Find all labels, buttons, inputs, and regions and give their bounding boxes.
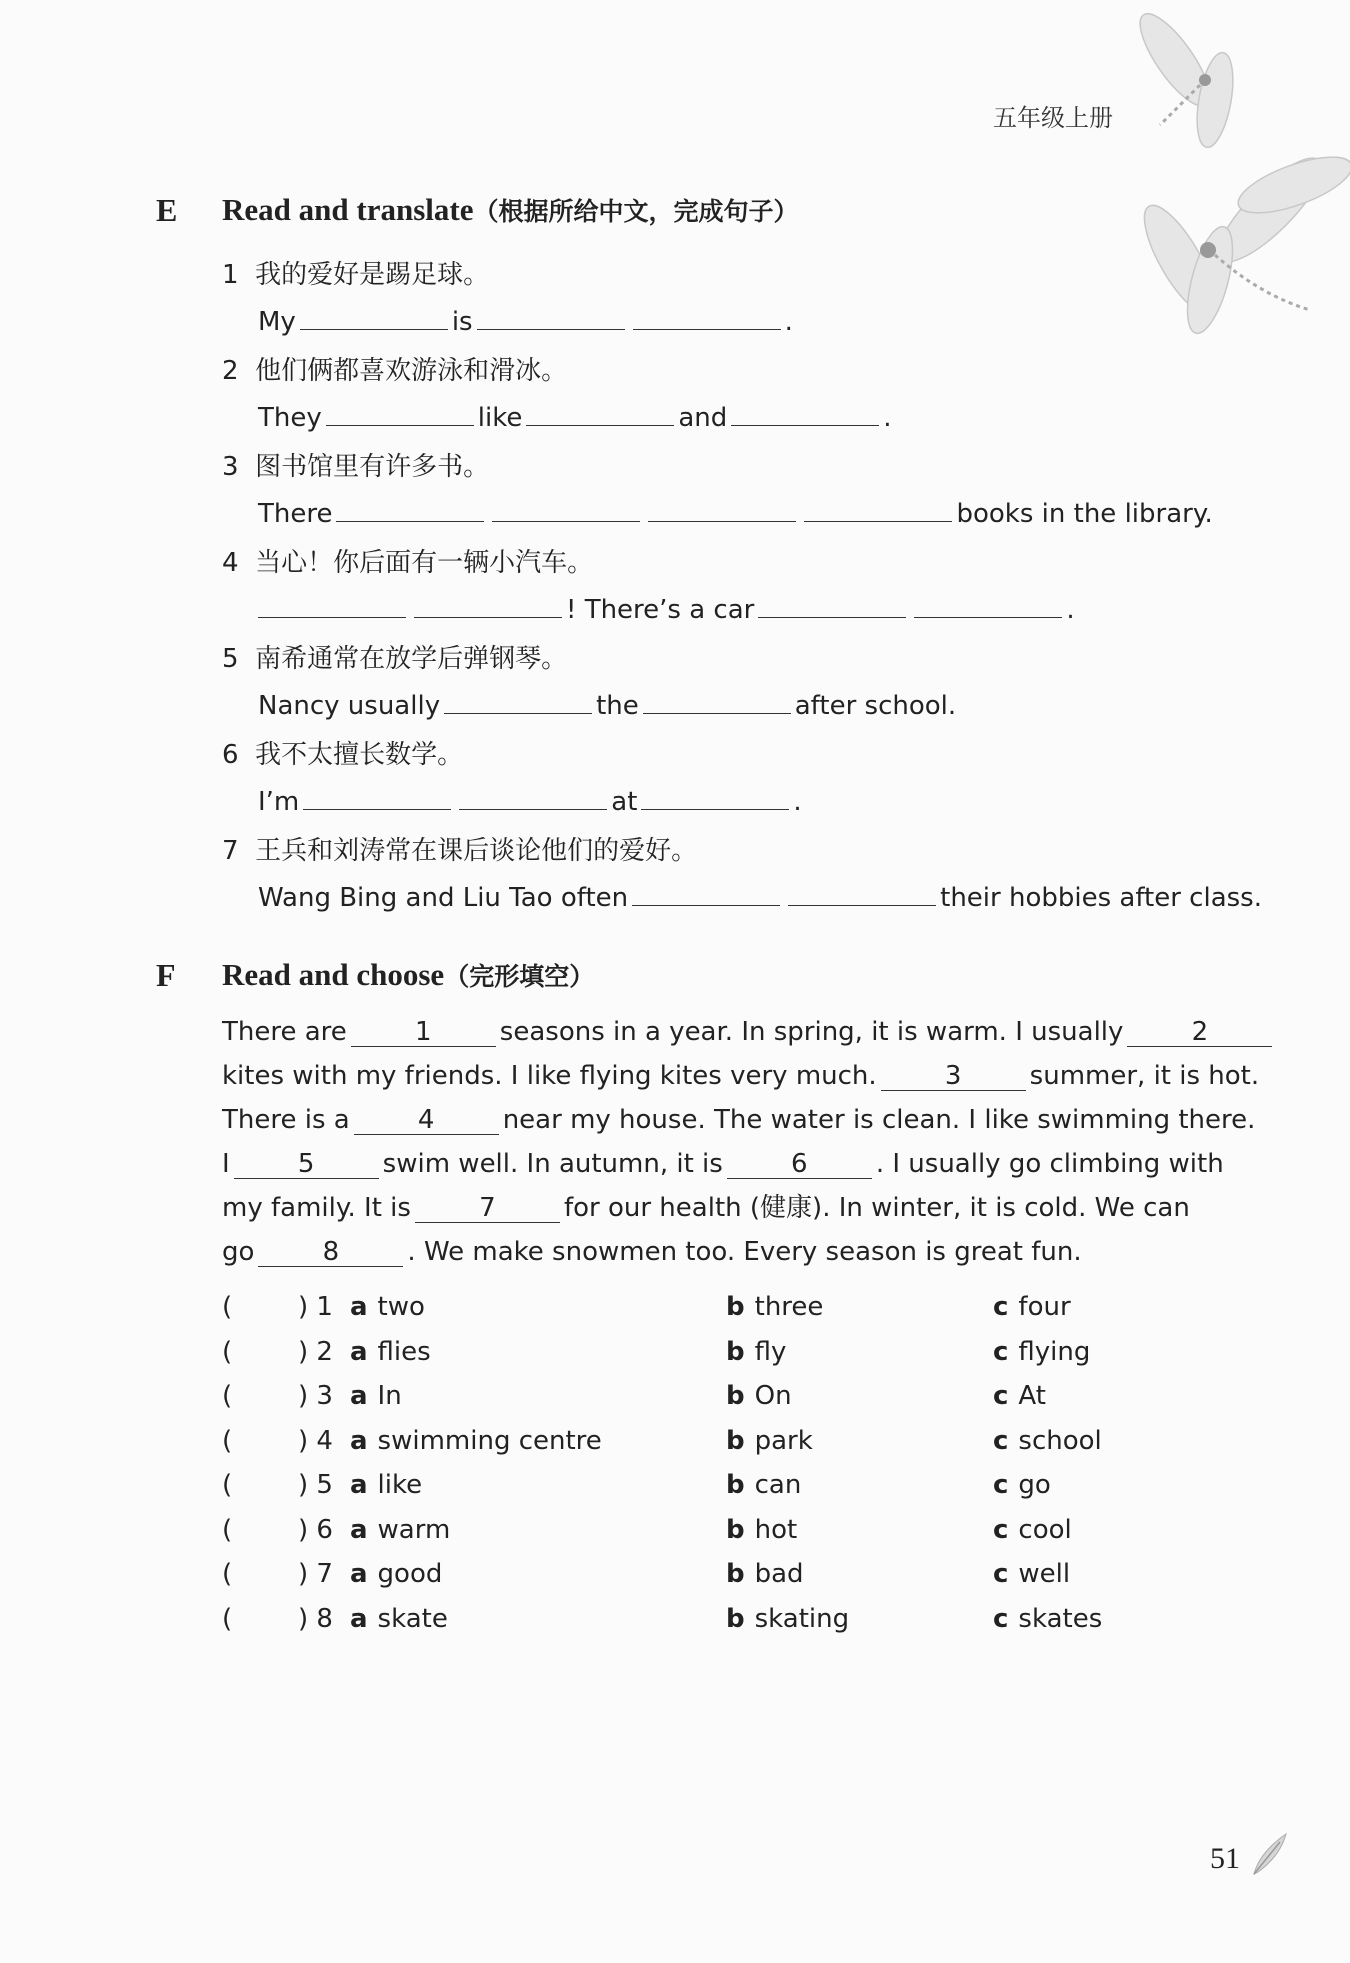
option-c: c At <box>993 1381 1046 1411</box>
item-3-cn: 3 图书馆里有许多书。 <box>222 452 490 482</box>
cloze-blank-3[interactable]: 3 <box>881 1062 1026 1091</box>
blank[interactable] <box>300 303 448 330</box>
item-7-en: Wang Bing and Liu Tao often their hobbies after class. <box>258 879 1262 913</box>
option-a: a good <box>350 1559 443 1589</box>
option-b: b On <box>726 1381 792 1411</box>
cloze-passage: There are 1 seasons in a year. In spring, it is warm. I usually 2 kites with my friends. I like flying kites very much. 3 summer, it is hot. There is a 4 near my house. The water is clean. I like swimming there. I 5 swim well. In autumn, it is 6 . I usually go climbing with my family. It is 7 for our health (健康). In winter, it is cold. We can go 8 . We make snowmen too. Every season is great fun. <box>222 1010 1276 1274</box>
answer-paren[interactable]: ( <box>222 1425 233 1456</box>
blank[interactable] <box>731 399 879 426</box>
option-c: c skates <box>993 1603 1103 1634</box>
option-c: c cool <box>993 1514 1072 1545</box>
blank[interactable] <box>477 303 625 330</box>
blank[interactable] <box>804 495 952 522</box>
blank[interactable] <box>758 591 906 618</box>
section-e-title: Read and translate（根据所给中文，完成句子） <box>222 192 799 227</box>
cloze-blank-7[interactable]: 7 <box>415 1194 560 1223</box>
question-number: ) 5 <box>298 1470 333 1500</box>
section-f-letter: F <box>156 957 176 993</box>
blank[interactable] <box>633 303 781 330</box>
blank[interactable] <box>648 495 796 522</box>
option-c: c well <box>993 1559 1071 1589</box>
blank[interactable] <box>914 591 1062 618</box>
option-b: b bad <box>726 1559 804 1589</box>
option-b: b park <box>726 1425 813 1456</box>
option-a: a flies <box>350 1336 431 1367</box>
feather-icon <box>1250 1832 1290 1876</box>
option-a: a skate <box>350 1603 448 1634</box>
item-3-en: There books in the library. <box>258 495 1213 529</box>
item-7-cn: 7 王兵和刘涛常在课后谈论他们的爱好。 <box>222 836 698 866</box>
answer-paren[interactable]: ( <box>222 1470 233 1500</box>
option-c: c four <box>993 1292 1071 1322</box>
item-4-en: ! There’s a car . <box>254 591 1075 625</box>
option-a: a swimming centre <box>350 1425 602 1456</box>
option-c: c go <box>993 1470 1051 1500</box>
answer-paren[interactable]: ( <box>222 1603 233 1634</box>
blank[interactable] <box>643 687 791 714</box>
cloze-blank-4[interactable]: 4 <box>354 1106 499 1135</box>
blank[interactable] <box>326 399 474 426</box>
option-b: b fly <box>726 1336 787 1367</box>
item-5-cn: 5 南希通常在放学后弹钢琴。 <box>222 644 568 674</box>
option-c: c school <box>993 1425 1102 1456</box>
blank[interactable] <box>788 879 936 906</box>
blank[interactable] <box>641 783 789 810</box>
blank[interactable] <box>336 495 484 522</box>
item-2-cn: 2 他们俩都喜欢游泳和滑冰。 <box>222 356 568 386</box>
grade-label: 五年级上册 <box>993 104 1113 132</box>
option-a: a two <box>350 1292 425 1322</box>
question-number: ) 7 <box>298 1559 333 1589</box>
blank[interactable] <box>444 687 592 714</box>
blank[interactable] <box>526 399 674 426</box>
blank[interactable] <box>258 591 406 618</box>
question-number: ) 4 <box>298 1425 333 1456</box>
blank[interactable] <box>303 783 451 810</box>
answer-paren[interactable]: ( <box>222 1336 233 1367</box>
cloze-blank-8[interactable]: 8 <box>258 1238 403 1267</box>
cloze-blank-5[interactable]: 5 <box>234 1150 379 1179</box>
cloze-blank-2[interactable]: 2 <box>1127 1018 1272 1047</box>
answer-paren[interactable]: ( <box>222 1559 233 1589</box>
dragonfly-icon <box>1120 10 1350 350</box>
item-1-cn: 1 我的爱好是踢足球。 <box>222 260 490 290</box>
blank[interactable] <box>459 783 607 810</box>
answer-paren[interactable]: ( <box>222 1381 233 1411</box>
answer-paren[interactable]: ( <box>222 1514 233 1545</box>
question-number: ) 2 <box>298 1336 333 1367</box>
blank[interactable] <box>492 495 640 522</box>
cloze-blank-6[interactable]: 6 <box>727 1150 872 1179</box>
option-a: a In <box>350 1381 402 1411</box>
item-6-en: I’m at . <box>258 783 802 817</box>
option-b: b three <box>726 1292 824 1322</box>
section-e-letter: E <box>156 192 178 228</box>
cloze-blank-1[interactable]: 1 <box>351 1018 496 1047</box>
item-2-en: They like and . <box>258 399 892 433</box>
item-1-en: My is . <box>258 303 793 337</box>
answer-paren[interactable]: ( <box>222 1292 233 1322</box>
question-number: ) 8 <box>298 1603 333 1634</box>
option-b: b hot <box>726 1514 798 1545</box>
blank[interactable] <box>414 591 562 618</box>
item-5-en: Nancy usually the after school. <box>258 687 956 721</box>
item-6-cn: 6 我不太擅长数学。 <box>222 740 464 770</box>
option-a: a like <box>350 1470 423 1500</box>
section-f-title: Read and choose（完形填空） <box>222 957 595 992</box>
option-b: b skating <box>726 1603 850 1634</box>
question-number: ) 3 <box>298 1381 333 1411</box>
option-b: b can <box>726 1470 802 1500</box>
blank[interactable] <box>632 879 780 906</box>
option-a: a warm <box>350 1514 451 1545</box>
item-4-cn: 4 当心！你后面有一辆小汽车。 <box>222 548 594 578</box>
option-c: c flying <box>993 1336 1091 1367</box>
question-number: ) 6 <box>298 1514 333 1545</box>
question-number: ) 1 <box>298 1292 333 1322</box>
page-number: 51 <box>1210 1842 1240 1875</box>
